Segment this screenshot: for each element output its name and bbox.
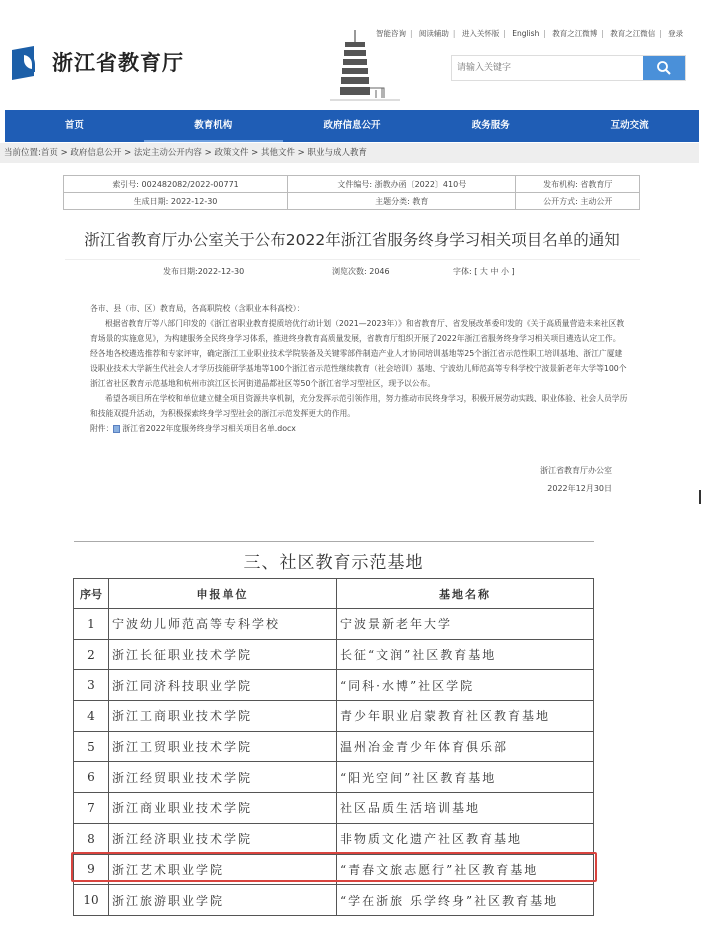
table-row [74, 701, 594, 732]
row-unit: 浙江旅游职业学院 [109, 885, 337, 916]
row-base-name: “学在浙旅 乐学终身”社区教育基地 [337, 885, 594, 916]
row-seq: 6 [74, 762, 109, 793]
row-base-name: “阳光空间”社区教育基地 [337, 762, 594, 793]
salutation: 各市、县（市、区）教育局，各高职院校（含职业本科高校）： [90, 304, 305, 313]
row-seq: 10 [74, 885, 109, 916]
paragraph: 希望各项目所在学校和单位建立健全项目资源共享机制，充分发挥示范引领作用，努力推动市民终身学习，积极开展劳动实践、职业体验、社会人员学历和技能双提升活动，为积极探索终身学习型社会的浙江示范发挥更大的作用。 [90, 394, 628, 418]
nav-interaction[interactable]: 互动交流 [610, 120, 649, 131]
link-care-mode[interactable]: 进入关怀版 [461, 29, 500, 38]
table-row [74, 762, 594, 793]
document-number: 文件编号: 浙教办函〔2022〕410号 [288, 176, 516, 193]
row-unit: 浙江工商职业技术学院 [109, 701, 337, 732]
index-number: 索引号: 002482082/2022-00771 [64, 176, 288, 193]
row-seq: 9 [74, 854, 109, 885]
link-english[interactable]: English [512, 29, 540, 38]
row-base-name: 社区品质生活培训基地 [337, 793, 594, 824]
row-seq: 8 [74, 823, 109, 854]
topic: 主题分类: 教育 [288, 193, 516, 210]
row-base-name: “青春文旅志愿行”社区教育基地 [337, 854, 594, 885]
table-row [74, 731, 594, 762]
table-row [74, 793, 594, 824]
table-row [74, 639, 594, 670]
created-date: 生成日期: 2022-12-30 [64, 193, 288, 210]
table-row [74, 670, 594, 701]
divider [65, 259, 640, 260]
magnifier-icon [656, 60, 672, 76]
row-unit: 浙江经贸职业技术学院 [109, 762, 337, 793]
link-smart-consult[interactable]: 智能咨询 [376, 29, 406, 38]
search-input[interactable] [452, 56, 643, 80]
search-button[interactable] [643, 56, 685, 80]
row-unit: 浙江商业职业技术学院 [109, 793, 337, 824]
header-unit: 申报单位 [109, 579, 337, 609]
row-base-name: 青少年职业启蒙教育社区教育基地 [337, 701, 594, 732]
doc-info-table [63, 175, 640, 210]
row-unit: 浙江艺术职业学院 [109, 854, 337, 885]
breadcrumb[interactable]: 当前位置:首页 > 政府信息公开 > 法定主动公开内容 > 政策文件 > 其他文件 > 职业与成人教育 [0, 143, 699, 163]
table-row [74, 885, 594, 916]
article-body [90, 301, 628, 436]
table-row [74, 823, 594, 854]
row-seq: 7 [74, 793, 109, 824]
docx-file-icon [113, 425, 120, 433]
highlight-box [71, 852, 597, 882]
row-seq: 5 [74, 731, 109, 762]
publish-date: 发布日期:2022-12-30 [163, 267, 245, 276]
disclosure-mode: 公开方式: 主动公开 [516, 193, 640, 210]
paragraph: 根据省教育厅等八部门印发的《浙江省职业教育提质培优行动计划（2021—2023年）》和省教育厅、省发展改革委印发的《关于高质量营造未来社区教育场景的实施意见》，为构建服务全民终身学习体系，推进终身教育高质量发展，省教育厅组织开展了2022年浙江省服务终身学习相关项目遴选认定工作。经各地各校遴选推荐和专家评审，确定浙江工业职业技术学院装备及关键零部件制造产业人才协同培训基地等25个浙江省示范性职工培训基地、浙江广厦建设职业技术大学新生代社会人才学历技能研学基地等100个浙江省示范性继续教育（社会培训）基地、宁波幼儿师范高等专科学校宁波景新老年大学等100个浙江省社区教育示范基地和杭州市滨江区长河街道晶都社区等50个浙江省学习型社区，现予以公布。 [90, 319, 627, 388]
attachment-link[interactable]: 浙江省2022年度服务终身学习相关项目名单.docx [122, 424, 296, 433]
signer: 浙江省教育厅办公室 [540, 466, 612, 475]
link-wechat[interactable]: 教育之江微信 [610, 29, 656, 38]
row-base-name: 长征“文润”社区教育基地 [337, 639, 594, 670]
logo-leaf-icon [12, 44, 42, 80]
row-base-name: “同科·水博”社区学院 [337, 670, 594, 701]
row-base-name: 宁波景新老年大学 [337, 609, 594, 640]
table-row [74, 609, 594, 640]
row-unit: 宁波幼儿师范高等专科学校 [109, 609, 337, 640]
font-size-control[interactable]: 字体: [ 大 中 小 ] [453, 267, 515, 276]
top-links: 智能咨询 | 阅读辅助 | 进入关怀版 | English | 教育之江微博 | 教育之江微信 | 登录 [376, 29, 684, 38]
row-base-name: 非物质文化遗产社区教育基地 [337, 823, 594, 854]
search-box [451, 55, 686, 81]
link-login[interactable]: 登录 [668, 29, 684, 38]
scrollbar-edge [699, 490, 703, 504]
site-logo[interactable] [12, 44, 184, 80]
row-seq: 4 [74, 701, 109, 732]
attachment-label: 附件： [90, 424, 114, 433]
row-unit: 浙江经济职业技术学院 [109, 823, 337, 854]
row-unit: 浙江同济科技职业学院 [109, 670, 337, 701]
nav-home[interactable]: 首页 [64, 120, 84, 131]
row-seq: 2 [74, 639, 109, 670]
main-nav [5, 110, 699, 142]
article-title: 浙江省教育厅办公室关于公布2022年浙江省服务终身学习相关项目名单的通知 [84, 231, 620, 249]
row-unit: 浙江长征职业技术学院 [109, 639, 337, 670]
header-base-name: 基地名称 [337, 579, 594, 609]
table-title: 三、社区教育示范基地 [74, 542, 594, 579]
pagoda-illustration [330, 28, 400, 108]
nav-gov-services[interactable]: 政务服务 [471, 120, 510, 131]
row-unit: 浙江工贸职业技术学院 [109, 731, 337, 762]
site-name: 浙江省教育厅 [52, 50, 184, 75]
sign-date: 2022年12月30日 [547, 484, 612, 493]
link-weibo[interactable]: 教育之江微博 [552, 29, 598, 38]
nav-gov-info[interactable]: 政府信息公开 [323, 120, 381, 131]
row-seq: 3 [74, 670, 109, 701]
nav-education-institutions[interactable]: 教育机构 [144, 110, 283, 142]
view-count: 浏览次数: 2046 [332, 267, 390, 276]
header-seq: 序号 [74, 579, 109, 609]
attachment [90, 421, 628, 436]
publisher: 发布机构: 省教育厅 [516, 176, 640, 193]
row-base-name: 温州冶金青少年体育俱乐部 [337, 731, 594, 762]
link-reading-aid[interactable]: 阅读辅助 [418, 29, 449, 38]
row-seq: 1 [74, 609, 109, 640]
